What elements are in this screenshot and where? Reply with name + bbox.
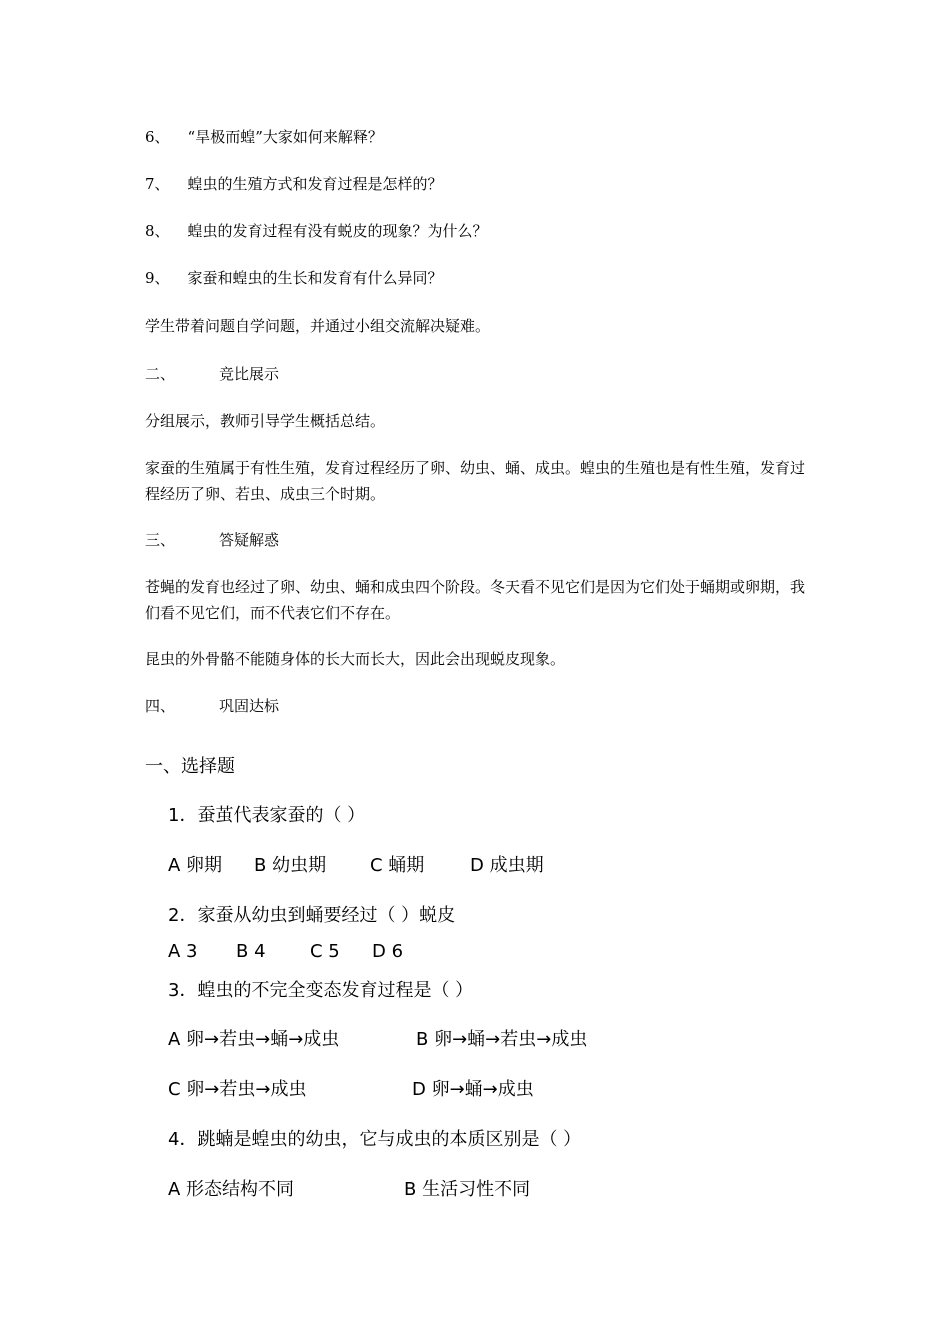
question-9 xyxy=(145,265,443,291)
section-title: 巩固达标 xyxy=(219,697,280,715)
quiz-q1-stem: 1．蚕茧代表家蚕的（ ） xyxy=(168,805,366,826)
option-a: A 3 xyxy=(168,941,198,962)
question-number: 7、 xyxy=(145,175,170,193)
option-c: C 卵→若虫→成虫 xyxy=(168,1079,307,1100)
question-text: “旱极而蝗”大家如何来解释？ xyxy=(187,128,383,146)
question-number: 9、 xyxy=(145,269,170,287)
option-a: A 卵→若虫→蛹→成虫 xyxy=(168,1029,340,1050)
section-heading-3 xyxy=(145,527,279,553)
option-d: D 成虫期 xyxy=(470,855,544,876)
quiz-q3-stem: 3．蝗虫的不完全变态发育过程是（ ） xyxy=(168,980,474,1001)
self-study-paragraph: 学生带着问题自学问题，并通过小组交流解决疑难。 xyxy=(145,317,491,335)
section-number: 四、 xyxy=(145,697,176,715)
option-b: B 4 xyxy=(236,941,266,962)
section3-paragraph-1: 苍蝇的发育也经过了卵、幼虫、蛹和成虫四个阶段。冬天看不见它们是因为它们处于蛹期或卵期，我们看不见它们，而不代表它们不存在。 xyxy=(145,578,806,622)
section2-paragraph-1: 分组展示，教师引导学生概括总结。 xyxy=(145,412,386,430)
question-number: 8、 xyxy=(145,222,170,240)
quiz-heading: 一、选择题 xyxy=(145,756,235,777)
section-heading-4 xyxy=(145,693,279,719)
option-b: B 卵→蛹→若虫→成虫 xyxy=(416,1029,588,1050)
option-a: A 卵期 xyxy=(168,855,223,876)
question-7 xyxy=(145,171,443,197)
option-d: D 6 xyxy=(372,941,404,962)
quiz-q2-options xyxy=(168,939,403,965)
section-title: 竞比展示 xyxy=(219,365,280,383)
option-c: C 蛹期 xyxy=(370,855,425,876)
option-a: A 形态结构不同 xyxy=(168,1179,295,1200)
question-number: 6、 xyxy=(145,128,170,146)
question-text: 家蚕和蝗虫的生长和发育有什么异同？ xyxy=(187,269,443,287)
section-title: 答疑解惑 xyxy=(219,531,280,549)
section-number: 三、 xyxy=(145,531,176,549)
quiz-q2-stem: 2．家蚕从幼虫到蛹要经过（ ）蜕皮 xyxy=(168,905,456,926)
quiz-q4-options xyxy=(168,1177,530,1203)
option-b: B 幼虫期 xyxy=(254,855,327,876)
section-heading-2 xyxy=(145,361,279,387)
option-c: C 5 xyxy=(310,941,340,962)
question-text: 蝗虫的生殖方式和发育过程是怎样的？ xyxy=(187,175,443,193)
option-d: D 卵→蛹→成虫 xyxy=(412,1079,534,1100)
quiz-q1-options xyxy=(168,853,544,879)
quiz-q3-options-row1 xyxy=(168,1027,587,1053)
section3-paragraph-2: 昆虫的外骨骼不能随身体的长大而长大，因此会出现蜕皮现象。 xyxy=(145,650,566,668)
section-number: 二、 xyxy=(145,365,176,383)
section2-paragraph-2: 家蚕的生殖属于有性生殖，发育过程经历了卵、幼虫、蛹、成虫。蝗虫的生殖也是有性生殖，发育过程经历了卵、若虫、成虫三个时期。 xyxy=(145,459,806,503)
quiz-q4-stem: 4．跳蝻是蝗虫的幼虫，它与成虫的本质区别是（ ） xyxy=(168,1129,582,1150)
question-text: 蝗虫的发育过程有没有蜕皮的现象？为什么？ xyxy=(187,222,488,240)
quiz-q3-options-row2 xyxy=(168,1077,534,1103)
question-6 xyxy=(145,124,383,150)
question-8 xyxy=(145,218,488,244)
option-b: B 生活习性不同 xyxy=(404,1179,531,1200)
